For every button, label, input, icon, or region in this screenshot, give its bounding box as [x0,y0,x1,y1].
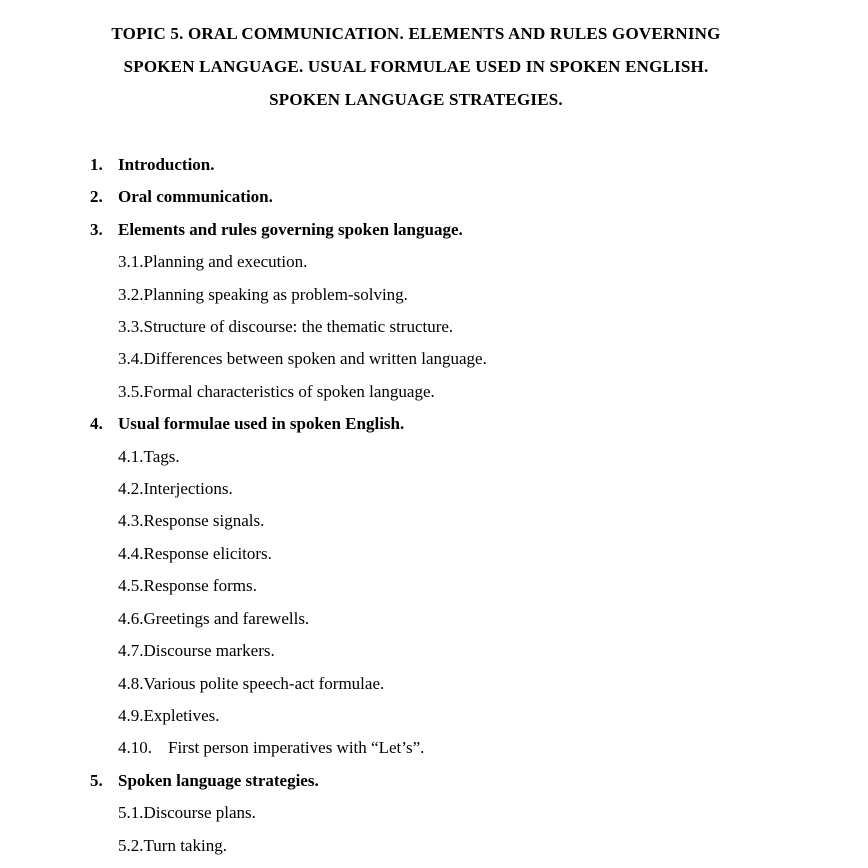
outline-item-number: 3. [90,219,103,239]
title-line-3: SPOKEN LANGUAGE STRATEGIES. [269,90,563,109]
outline-subitem [90,635,868,667]
outline-subitem [90,732,868,764]
outline-item-number: 2. [90,187,103,207]
outline-item-number: 3.4. [118,349,144,369]
outline-item-number: 4. [90,414,103,434]
outline-item-number: 3.3. [118,317,144,337]
outline-item-number: 3.2. [118,284,144,304]
outline-item-label: Oral communication. [118,187,273,207]
outline-subitem [90,441,868,473]
title-line-1: TOPIC 5. ORAL COMMUNICATION. ELEMENTS AND RULES GOVERNING [111,24,721,43]
outline-list [90,149,868,862]
outline-item-number: 4.2. [118,479,144,499]
outline-item-label: Expletives. [143,705,220,725]
outline-item-number: 5.1. [118,803,144,823]
outline-subitem [90,570,868,602]
outline-item-label: Spoken language strategies. [118,770,319,790]
outline-item-number: 4.10. [118,738,152,758]
outline-subitem [90,343,868,375]
outline-item-number: 4.8. [118,673,144,693]
outline-item-label: Planning speaking as problem-solving. [143,284,408,304]
outline-item [90,149,868,181]
outline-item-number: 4.4. [118,543,144,563]
outline-item [90,214,868,246]
outline-item-number: 4.9. [118,705,144,725]
outline-item [90,765,868,797]
outline-item-number: 3.5. [118,381,144,401]
outline-item-label: Formal characteristics of spoken language. [143,381,435,401]
outline-item-label: Response forms. [143,576,257,596]
outline-subitem [90,797,868,829]
outline-item-label: Various polite speech-act formulae. [143,673,385,693]
outline-item-label: Discourse markers. [143,641,275,661]
outline-item-label: Turn taking. [143,835,227,855]
outline-subitem [90,668,868,700]
outline-item-label: Elements and rules governing spoken language. [118,219,463,239]
outline-item-label: Structure of discourse: the thematic structure. [143,317,454,337]
outline-subitem [90,603,868,635]
outline-item-label: Usual formulae used in spoken English. [118,414,405,434]
outline-item-label: Discourse plans. [143,803,256,823]
outline-item [90,181,868,213]
outline-subitem [90,279,868,311]
outline-item-label: Tags. [143,446,180,466]
outline-item-number: 4.6. [118,608,144,628]
outline-subitem [90,538,868,570]
outline-item-label: Interjections. [143,479,233,499]
outline-item-label: Introduction. [118,155,215,174]
outline-item-number: 5. [90,770,103,790]
outline-item-label: First person imperatives with “Let’s”. [168,738,425,758]
outline-subitem [90,473,868,505]
outline-item-number: 1. [90,155,103,174]
outline-subitem [90,700,868,732]
outline-item-label: Greetings and farewells. [143,608,310,628]
outline-item-number: 5.2. [118,835,144,855]
outline-item-number: 3.1. [118,252,144,272]
outline-item-label: Response elicitors. [143,543,272,563]
outline-item-number: 4.1. [118,446,144,466]
outline-subitem [90,505,868,537]
outline-item [90,408,868,440]
outline-item-number: 4.7. [118,641,144,661]
outline-item-number: 4.5. [118,576,144,596]
outline-item-label: Planning and execution. [143,252,308,272]
outline-subitem [90,830,868,862]
outline-subitem [90,311,868,343]
document-title [36,17,796,116]
outline-item-number: 4.3. [118,511,144,531]
outline-subitem [90,376,868,408]
outline-item-label: Differences between spoken and written language. [143,349,487,369]
title-line-2: SPOKEN LANGUAGE. USUAL FORMULAE USED IN SPOKEN ENGLISH. [123,57,709,76]
outline-item-label: Response signals. [143,511,265,531]
outline-subitem [90,246,868,278]
